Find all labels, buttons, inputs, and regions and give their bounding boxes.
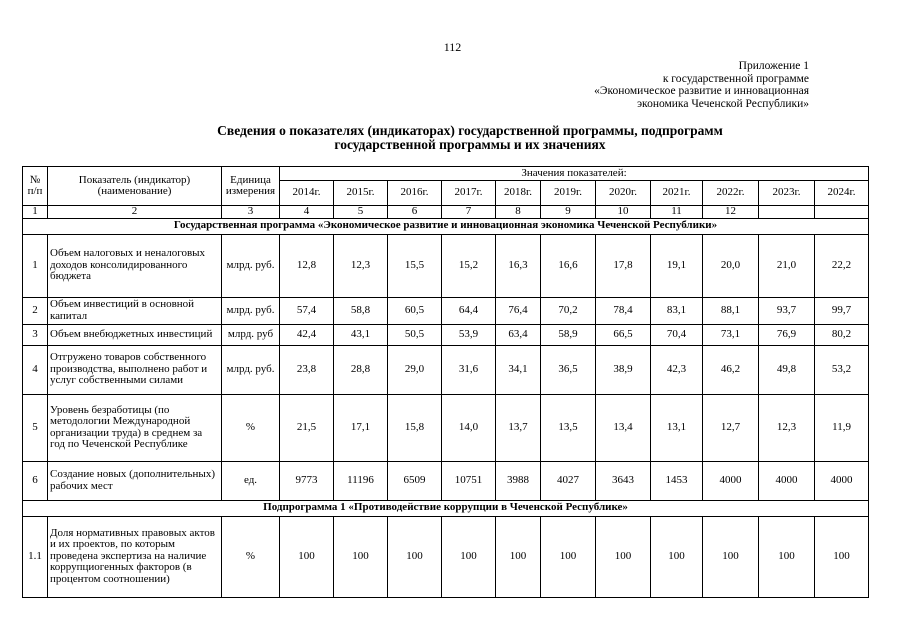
indicator-value: 64,4 <box>442 297 496 324</box>
indicator-name: Объем внебюджетных инвестиций <box>48 324 222 345</box>
appendix-note <box>594 60 809 110</box>
indicator-value: 43,1 <box>334 324 388 345</box>
section-header-row <box>23 218 869 234</box>
column-index-cell: 8 <box>496 206 541 219</box>
row-number: 4 <box>23 345 48 394</box>
header-year: 2017г. <box>442 181 496 206</box>
indicator-value: 15,2 <box>442 234 496 297</box>
table-row <box>23 461 869 500</box>
indicator-value: 100 <box>651 516 703 597</box>
section-header-row <box>23 500 869 516</box>
indicator-value: 100 <box>541 516 596 597</box>
indicator-value: 42,3 <box>651 345 703 394</box>
indicator-value: 46,2 <box>703 345 759 394</box>
indicator-value: 76,4 <box>496 297 541 324</box>
indicator-value: 4000 <box>815 461 869 500</box>
indicator-value: 42,4 <box>280 324 334 345</box>
indicator-value: 17,8 <box>596 234 651 297</box>
indicator-value: 28,8 <box>334 345 388 394</box>
table-row <box>23 234 869 297</box>
table-row <box>23 345 869 394</box>
column-index-cell <box>815 206 869 219</box>
indicator-value: 100 <box>334 516 388 597</box>
indicator-value: 57,4 <box>280 297 334 324</box>
indicator-name: Уровень безработицы (по методологии Международной организации труда) в среднем за год по Чеченской Республике <box>48 394 222 461</box>
column-index-cell: 9 <box>541 206 596 219</box>
indicator-value: 16,6 <box>541 234 596 297</box>
column-index-cell: 7 <box>442 206 496 219</box>
indicator-value: 100 <box>759 516 815 597</box>
header-num: № п/п <box>23 167 48 206</box>
indicator-value: 4000 <box>759 461 815 500</box>
indicator-value: 66,5 <box>596 324 651 345</box>
indicator-value: 80,2 <box>815 324 869 345</box>
indicator-value: 29,0 <box>388 345 442 394</box>
indicator-unit: % <box>222 516 280 597</box>
column-index-cell: 11 <box>651 206 703 219</box>
indicator-value: 11196 <box>334 461 388 500</box>
indicator-value: 58,9 <box>541 324 596 345</box>
indicator-value: 17,1 <box>334 394 388 461</box>
header-year: 2016г. <box>388 181 442 206</box>
indicator-value: 21,5 <box>280 394 334 461</box>
indicator-unit: млрд. руб. <box>222 234 280 297</box>
header-year: 2021г. <box>651 181 703 206</box>
indicator-value: 63,4 <box>496 324 541 345</box>
indicator-value: 70,2 <box>541 297 596 324</box>
indicator-value: 15,5 <box>388 234 442 297</box>
title-line-1: Сведения о показателях (индикаторах) государственной программы, подпрограмм <box>217 123 723 138</box>
indicator-value: 11,9 <box>815 394 869 461</box>
indicator-value: 36,5 <box>541 345 596 394</box>
indicator-value: 100 <box>280 516 334 597</box>
indicator-value: 13,5 <box>541 394 596 461</box>
indicator-value: 9773 <box>280 461 334 500</box>
indicator-value: 12,3 <box>759 394 815 461</box>
table-row <box>23 516 869 597</box>
indicator-value: 13,4 <box>596 394 651 461</box>
header-unit: Единица измерения <box>222 167 280 206</box>
indicator-value: 93,7 <box>759 297 815 324</box>
indicator-name: Создание новых (дополнительных) рабочих мест <box>48 461 222 500</box>
header-name: Показатель (индикатор) (наименование) <box>48 167 222 206</box>
indicator-value: 12,3 <box>334 234 388 297</box>
indicator-unit: % <box>222 394 280 461</box>
indicator-name: Объем налоговых и неналоговых доходов консолидированного бюджета <box>48 234 222 297</box>
header-year: 2020г. <box>596 181 651 206</box>
indicator-value: 53,9 <box>442 324 496 345</box>
indicator-name: Доля нормативных правовых актов и их проектов, по которым проведена экспертиза на наличие коррупциогенных факторов (в процентом соотношении) <box>48 516 222 597</box>
column-index-cell: 6 <box>388 206 442 219</box>
indicator-value: 4000 <box>703 461 759 500</box>
row-number: 3 <box>23 324 48 345</box>
indicator-unit: млрд. руб. <box>222 345 280 394</box>
header-year: 2018г. <box>496 181 541 206</box>
title-line-2: государственной программы и их значениях <box>334 137 606 152</box>
indicator-name: Отгружено товаров собственного производства, выполнено работ и услуг собственными силами <box>48 345 222 394</box>
indicator-value: 53,2 <box>815 345 869 394</box>
indicator-value: 58,8 <box>334 297 388 324</box>
indicator-value: 15,8 <box>388 394 442 461</box>
appendix-line: «Экономическое развитие и инновационная <box>594 85 809 97</box>
indicator-value: 34,1 <box>496 345 541 394</box>
column-index-cell: 2 <box>48 206 222 219</box>
indicator-value: 38,9 <box>596 345 651 394</box>
header-year: 2014г. <box>280 181 334 206</box>
table-row <box>23 297 869 324</box>
indicator-unit: ед. <box>222 461 280 500</box>
column-index-row <box>23 206 869 219</box>
indicator-value: 73,1 <box>703 324 759 345</box>
header-values-group: Значения показателей: <box>280 167 869 181</box>
indicator-value: 100 <box>442 516 496 597</box>
row-number: 6 <box>23 461 48 500</box>
indicator-value: 6509 <box>388 461 442 500</box>
indicator-value: 13,7 <box>496 394 541 461</box>
indicator-value: 3643 <box>596 461 651 500</box>
indicator-value: 31,6 <box>442 345 496 394</box>
document-title <box>140 124 800 152</box>
appendix-line: Приложение 1 <box>738 60 809 72</box>
column-index-cell: 5 <box>334 206 388 219</box>
appendix-line: к государственной программе <box>662 72 809 85</box>
section-title: Государственная программа «Экономическое развитие и инновационная экономика Чеченской Республики» <box>23 218 869 234</box>
column-index-cell: 3 <box>222 206 280 219</box>
column-index-cell: 1 <box>23 206 48 219</box>
indicator-value: 100 <box>703 516 759 597</box>
indicator-value: 23,8 <box>280 345 334 394</box>
indicator-value: 22,2 <box>815 234 869 297</box>
indicator-name: Объем инвестиций в основной капитал <box>48 297 222 324</box>
indicator-value: 21,0 <box>759 234 815 297</box>
indicator-value: 78,4 <box>596 297 651 324</box>
indicator-value: 100 <box>496 516 541 597</box>
column-index-cell: 12 <box>703 206 759 219</box>
column-index-cell: 4 <box>280 206 334 219</box>
header-year: 2019г. <box>541 181 596 206</box>
indicator-value: 83,1 <box>651 297 703 324</box>
indicators-table <box>22 166 869 598</box>
indicator-unit: млрд. руб <box>222 324 280 345</box>
indicator-value: 70,4 <box>651 324 703 345</box>
indicator-value: 76,9 <box>759 324 815 345</box>
table-row <box>23 324 869 345</box>
indicator-value: 88,1 <box>703 297 759 324</box>
indicator-value: 100 <box>388 516 442 597</box>
row-number: 1.1 <box>23 516 48 597</box>
header-year: 2023г. <box>759 181 815 206</box>
indicator-value: 60,5 <box>388 297 442 324</box>
row-number: 5 <box>23 394 48 461</box>
indicator-unit: млрд. руб. <box>222 297 280 324</box>
column-index-cell <box>759 206 815 219</box>
page-number: 112 <box>443 40 462 54</box>
row-number: 2 <box>23 297 48 324</box>
indicator-value: 4027 <box>541 461 596 500</box>
table-row <box>23 394 869 461</box>
appendix-line: экономика Чеченской Республики» <box>637 97 809 110</box>
indicator-value: 3988 <box>496 461 541 500</box>
indicator-value: 1453 <box>651 461 703 500</box>
column-index-cell: 10 <box>596 206 651 219</box>
row-number: 1 <box>23 234 48 297</box>
header-year: 2015г. <box>334 181 388 206</box>
indicator-value: 50,5 <box>388 324 442 345</box>
indicator-value: 16,3 <box>496 234 541 297</box>
indicator-value: 12,7 <box>703 394 759 461</box>
indicator-value: 100 <box>815 516 869 597</box>
indicator-value: 99,7 <box>815 297 869 324</box>
header-year: 2022г. <box>703 181 759 206</box>
indicator-value: 19,1 <box>651 234 703 297</box>
header-year: 2024г. <box>815 181 869 206</box>
indicator-value: 12,8 <box>280 234 334 297</box>
indicator-value: 100 <box>596 516 651 597</box>
indicator-value: 20,0 <box>703 234 759 297</box>
indicator-value: 14,0 <box>442 394 496 461</box>
section-title: Подпрограмма 1 «Противодействие коррупции в Чеченской Республике» <box>23 500 869 516</box>
indicator-value: 49,8 <box>759 345 815 394</box>
indicator-value: 10751 <box>442 461 496 500</box>
indicator-value: 13,1 <box>651 394 703 461</box>
